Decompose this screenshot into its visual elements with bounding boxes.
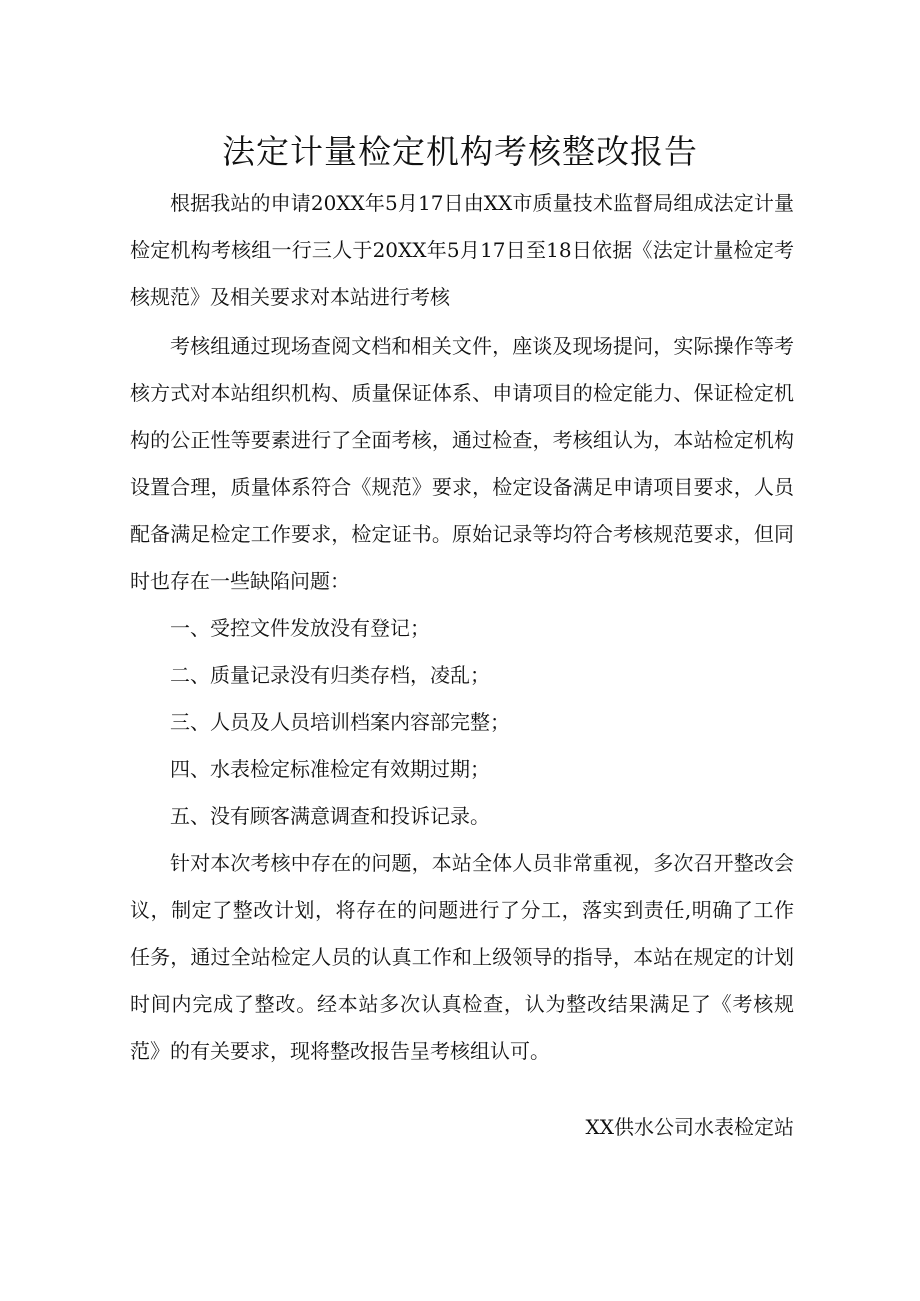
issue-item-2: 二、质量记录没有归类存档，凌乱； <box>170 663 490 687</box>
issue-item-1: 一、受控文件发放没有登记； <box>170 616 430 640</box>
findings-paragraph: 考核组通过现场查阅文档和相关文件，座谈及现场提问，实际操作等考核方式对本站组织机构、质量保证体系、申请项目的检定能力、保证检定机构的公正性等要素进行了全面考核，通过检查，考核组认为，本站检定机构设置合理，质量体系符合《规范》要求，检定设备满足申请项目要求，人员配备满足检定工作要求，检定证书。原始记录等均符合考核规范要求，但同时也存在一些缺陷问题： <box>130 334 794 593</box>
intro-paragraph: 根据我站的申请20XX年5月17日由XX市质量技术监督局组成法定计量检定机构考核组一行三人于20XX年5月17日至18日依据《法定计量检定考核规范》及相关要求对本站进行考核 <box>130 191 794 309</box>
closing-paragraph: 针对本次考核中存在的问题，本站全体人员非常重视，多次召开整改会议，制定了整改计划，将存在的问题进行了分工，落实到责任,明确了工作任务，通过全站检定人员的认真工作和上级领导的指导，本站在规定的计划时间内完成了整改。经本站多次认真检查，认为整改结果满足了《考核规范》的有关要求，现将整改报告呈考核组认可。 <box>130 851 794 1063</box>
signature: XX供水公司水表检定站 <box>585 1115 794 1139</box>
issue-item-3: 三、人员及人员培训档案内容部完整； <box>170 710 510 734</box>
issue-item-4: 四、水表检定标准检定有效期过期； <box>170 757 490 781</box>
issue-item-5: 五、没有顾客满意调查和投诉记录。 <box>170 804 490 828</box>
document-body <box>130 180 794 1075</box>
document-title: 法定计量检定机构考核整改报告 <box>222 132 698 171</box>
